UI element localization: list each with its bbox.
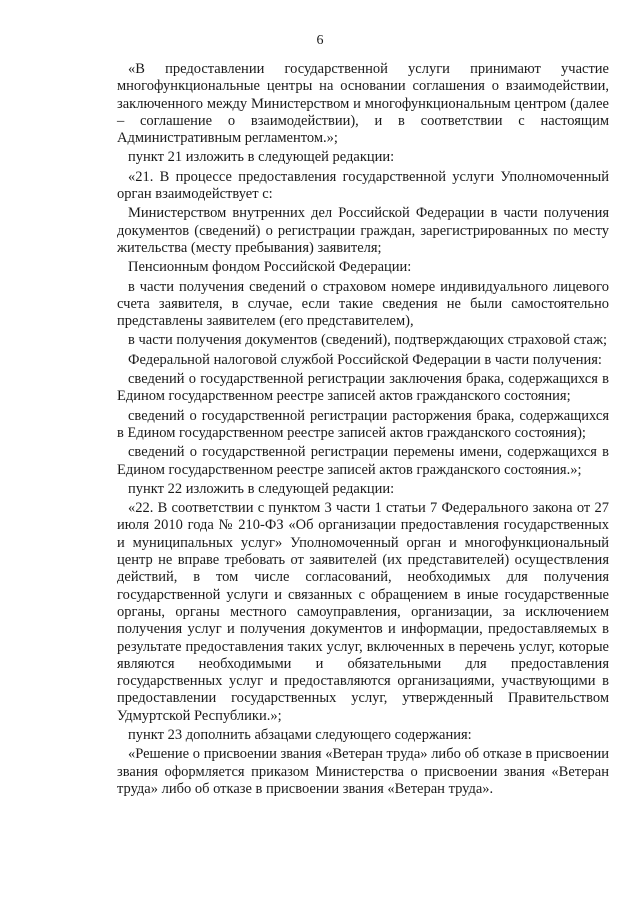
paragraph: пункт 22 изложить в следующей редакции:	[128, 480, 395, 497]
paragraph: Министерством внутренних дел Российской Федерации в части получения документов (сведений) о регистрации граждан, зарегистрированных по месту жительства (месту пребывания) заявителя;	[117, 205, 609, 256]
document-body	[117, 61, 609, 798]
paragraph: сведений о государственной регистрации перемены имени, содержащихся в Едином государственном реестре записей актов гражданского состояния.»;	[117, 444, 609, 478]
paragraph: Пенсионным фондом Российской Федерации:	[128, 259, 412, 276]
paragraph: пункт 21 изложить в следующей редакции:	[128, 149, 395, 166]
paragraph: Федеральной налоговой службой Российской Федерации в части получения:	[128, 351, 602, 368]
paragraph: в части получения сведений о страховом номере индивидуального лицевого счета заявителя, в случае, если такие сведения не были самостоятельно представлены заявителем (его представителем),	[117, 278, 609, 330]
paragraph: «21. В процессе предоставления государственной услуги Уполномоченный орган взаимодействует с:	[117, 168, 609, 203]
paragraph: «В предоставлении государственной услуги принимают участие многофункциональные центры на основании соглашения о взаимодействии, заключенного между Министерством и многофункциональным центром (далее – соглашение о взаимодействии), и в соответствии с настоящим Административным регламентом.»;	[117, 61, 609, 147]
page-number: 6	[316, 33, 324, 48]
paragraph: сведений о государственной регистрации заключения брака, содержащихся в Едином государственном реестре записей актов гражданского состояния;	[117, 371, 609, 405]
paragraph: «22. В соответствии с пунктом 3 части 1 статьи 7 Федерального закона от 27 июля 2010 года № 210-ФЗ «Об организации предоставления государственных и муниципальных услуг» Уполномоченный орган и многофункциональный центр не вправе требовать от заявителей (их представителей) осуществления действий, в том числе согласований, необходимых для получения государственной услуги и связанных с обращением в иные государственные органы, органы местного самоуправления, организации, за исключением получения услуг и получения документов и информации, предоставляемых в результате предоставления таких услуг, включенных в перечень услуг, которые являются необходимыми и обязательными для предоставления государственных услуг и предоставляются организациями, участвующими в предоставлении государственных услуг, утвержденный Правительством Удмуртской Республики.»;	[117, 500, 609, 724]
paragraph: в части получения документов (сведений), подтверждающих страховой стаж;	[128, 332, 608, 349]
paragraph: «Решение о присвоении звания «Ветеран труда» либо об отказе в присвоении звания оформляется приказом Министерства о присвоении звания «Ветеран труда» либо об отказе в присвоении звания «Ветеран труда».	[117, 746, 609, 797]
paragraph: сведений о государственной регистрации расторжения брака, содержащихся в Едином государственном реестре записей актов гражданского состояния);	[117, 407, 609, 441]
paragraph: пункт 23 дополнить абзацами следующего содержания:	[128, 726, 472, 743]
